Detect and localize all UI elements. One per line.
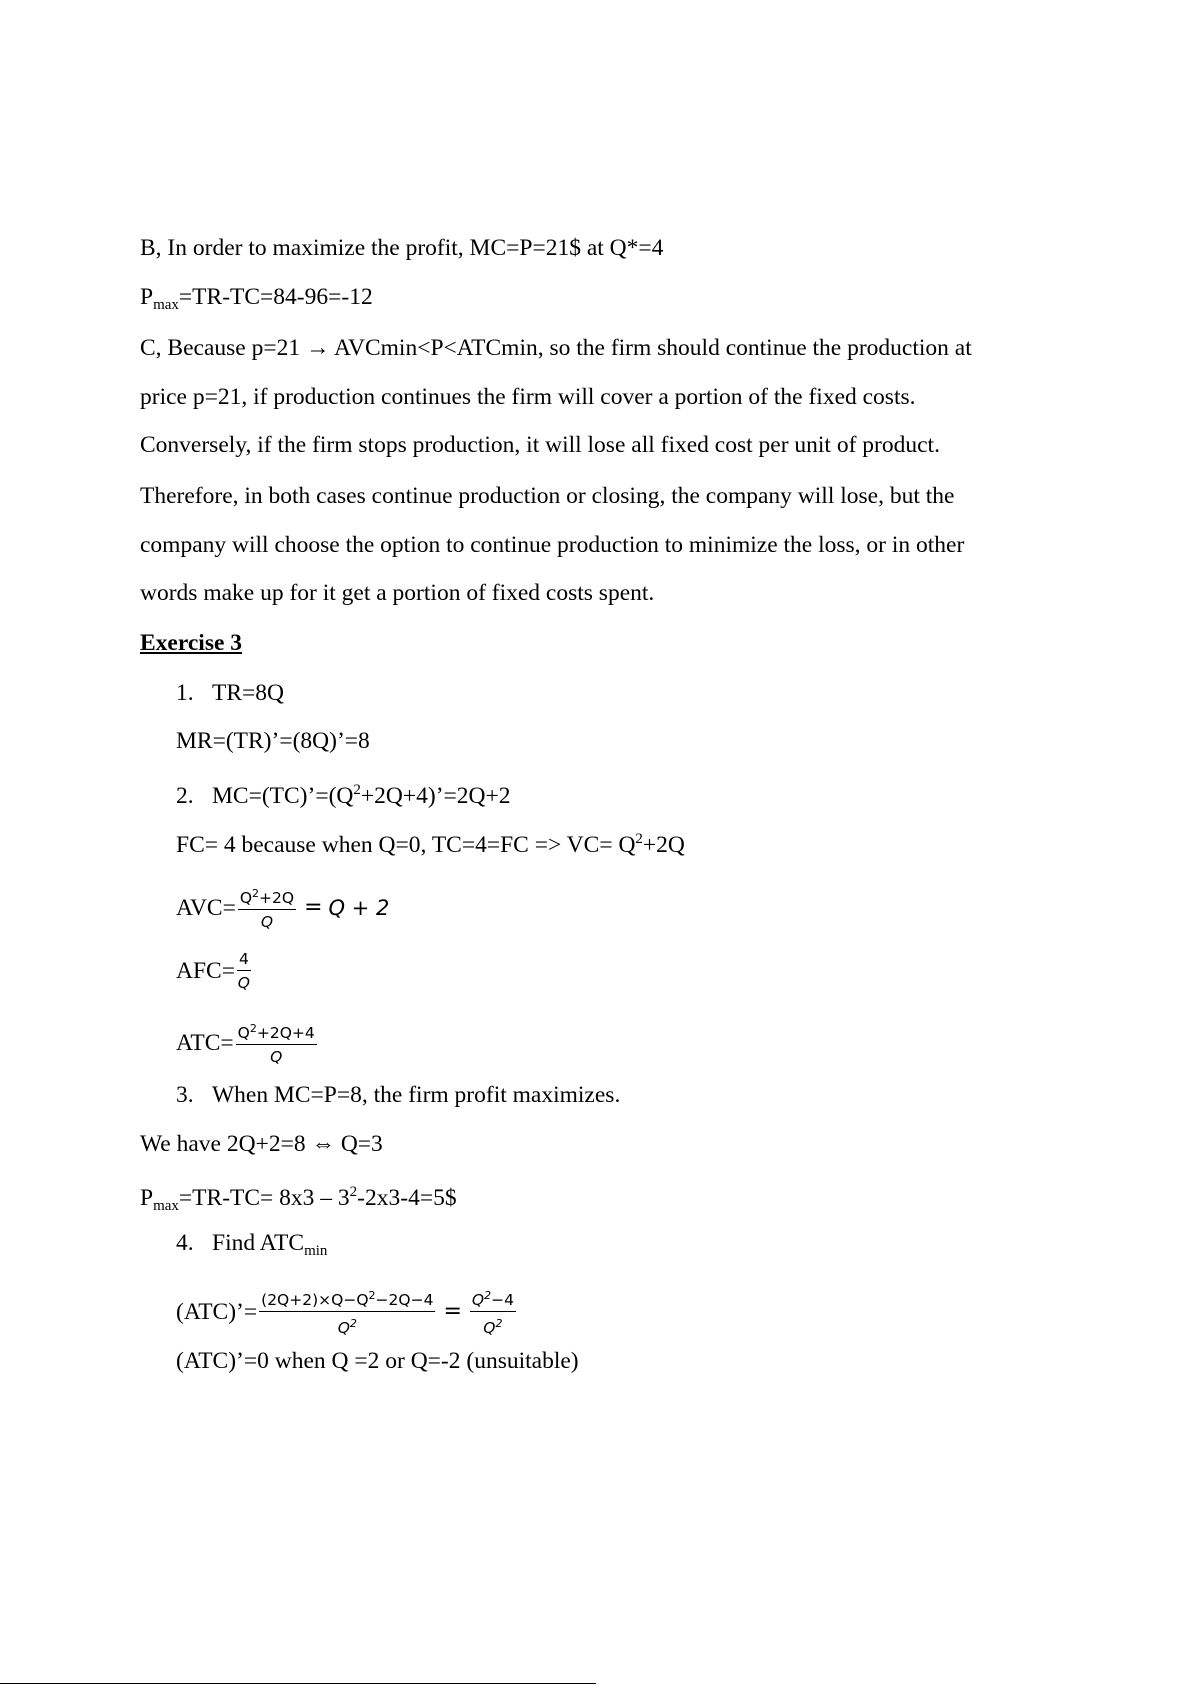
datc-equals: = [443, 1299, 462, 1324]
item-2-number: 2. [176, 783, 194, 809]
atc-zero-line: (ATC)’=0 when Q =2 or Q=-2 (unsuitable) [176, 1348, 579, 1374]
pmax-2-sup: 2 [349, 1184, 358, 1200]
item-2 [176, 776, 511, 810]
atc-formula [176, 1020, 319, 1066]
pmax-2-sub: max [153, 1198, 179, 1214]
pmax-2-b: -2x3-4=5$ [357, 1185, 457, 1211]
datc-num-sup: 2 [368, 1289, 376, 1302]
datc-den-sup: 2 [349, 1317, 357, 1330]
avc-equals: = [304, 895, 323, 920]
datc-den-a: Q [337, 1319, 350, 1337]
datc-denominator-2 [483, 1312, 502, 1337]
fc-sup: 2 [635, 831, 643, 847]
avc-result: Q + 2 [328, 896, 390, 920]
pmax-rest: =TR-TC=84-96=-12 [178, 284, 373, 310]
avc-num-b: +2Q [259, 889, 295, 907]
atc-derivative-formula [176, 1287, 518, 1337]
atc-denominator: Q [270, 1048, 283, 1066]
pmax-2-a: =TR-TC= 8x3 – 3 [178, 1185, 350, 1211]
item-4-sub: min [304, 1243, 328, 1259]
afc-formula [176, 950, 253, 992]
item-4 [176, 1229, 327, 1265]
part-b-line: B, In order to maximize the profit, MC=P=21$ at Q*=4 [140, 235, 664, 261]
item-3-text: When MC=P=8, the firm profit maximizes. [212, 1082, 621, 1108]
atc-num-b: +2Q+4 [256, 1024, 315, 1042]
part-c-line-4: Therefore, in both cases continue production or closing, the company will lose, but the [140, 483, 955, 509]
atc-num-a: Q [237, 1024, 250, 1042]
item-4-text: Find ATC [212, 1230, 305, 1256]
item-1 [176, 679, 284, 707]
avc-num-sup: 2 [252, 887, 260, 900]
afc-fraction [237, 950, 251, 992]
avc-label: AVC= [176, 895, 236, 921]
datc2-num-a: Q [471, 1291, 485, 1309]
item-2-text-b: +2Q+4)’=2Q+2 [360, 783, 511, 809]
fc-text-a: FC= 4 because when Q=0, TC=4=FC => VC= Q [176, 832, 636, 858]
item-2-text-a: MC=(TC)’=(Q [212, 783, 354, 809]
datc-fraction-1 [259, 1287, 435, 1337]
item-4-number: 4. [176, 1230, 194, 1256]
pmax-2-line [140, 1178, 457, 1220]
avc-denominator: Q [260, 913, 274, 931]
exercise-3-heading: Exercise 3 [140, 630, 243, 656]
part-c-line-6: words make up for it get a portion of fixed costs spent. [140, 580, 655, 606]
fc-text-b: +2Q [642, 832, 685, 858]
item-2-sup: 2 [353, 782, 361, 798]
footnote-separator [0, 1683, 596, 1684]
item-3 [176, 1081, 620, 1109]
datc-denominator-1 [338, 1312, 357, 1337]
datc2-den-sup: 2 [495, 1317, 503, 1330]
pmax-p: P [140, 284, 154, 310]
avc-fraction [238, 885, 296, 931]
atc-numerator [236, 1020, 317, 1045]
part-c-line-5: company will choose the option to continue production to minimize the loss, or in other [140, 532, 965, 558]
afc-denominator: Q [237, 974, 250, 992]
avc-formula [176, 885, 389, 931]
item-1-text: TR=8Q [212, 680, 285, 706]
avc-numerator [238, 885, 296, 910]
pmax-line [140, 283, 373, 319]
pmax-sub: max [153, 297, 179, 313]
datc-numerator-1 [259, 1287, 435, 1312]
afc-label: AFC= [176, 958, 235, 984]
datc-num-a: (2Q+2)×Q−Q [261, 1291, 369, 1309]
datc2-num-b: −4 [491, 1291, 514, 1309]
item-1-number: 1. [176, 680, 194, 706]
item-3-number: 3. [176, 1082, 194, 1108]
afc-numerator: 4 [237, 950, 251, 971]
part-c-line-2: price p=21, if production continues the firm will cover a portion of the fixed costs. [140, 384, 916, 410]
part-c-line-3: Conversely, if the firm stops production, it will lose all fixed cost per unit of product. [140, 432, 940, 458]
we-have-line: We have 2Q+2=8 ⇔ Q=3 [140, 1131, 383, 1157]
datc-numerator-2 [470, 1287, 516, 1312]
atc-label: ATC= [176, 1030, 234, 1056]
atc-num-sup: 2 [249, 1022, 257, 1035]
datc-label: (ATC)’= [176, 1299, 258, 1325]
fc-line [176, 825, 685, 859]
atc-fraction [236, 1020, 317, 1066]
pmax-2-p: P [140, 1185, 154, 1211]
datc-num-b: −2Q−4 [375, 1291, 434, 1309]
part-c-line-1: C, Because p=21 → AVCmin<P<ATCmin, so the firm should continue the production at [140, 335, 972, 361]
datc2-den-a: Q [483, 1319, 496, 1337]
avc-num-a: Q [239, 889, 253, 907]
datc2-num-sup: 2 [484, 1289, 492, 1302]
mr-line: MR=(TR)’=(8Q)’=8 [176, 728, 370, 754]
datc-fraction-2 [470, 1287, 516, 1337]
